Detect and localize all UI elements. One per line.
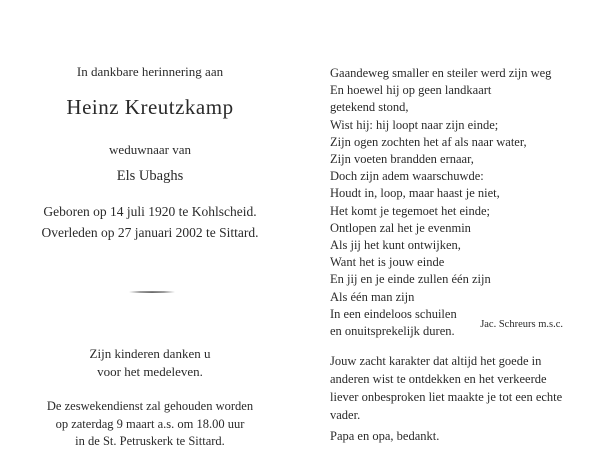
poem (330, 65, 590, 340)
poem-line: getekend stond, (330, 100, 409, 115)
poem-line: Zijn voeten brandden ernaar, (330, 152, 474, 167)
intro-text: In dankbare herinnering aan (76, 64, 224, 79)
poem-line: Als één man zijn (330, 289, 415, 304)
service-line: in de St. Petruskerk te Sittard. (75, 434, 225, 448)
thanks-line: Zijn kinderen danken u (89, 346, 211, 361)
thanks-text (0, 345, 300, 381)
birth-line: Geboren op 14 juli 1920 te Kohlscheid. (43, 204, 257, 219)
poem-line: En jij en je einde zullen één zijn (330, 272, 491, 287)
tribute-line: anderen wist te ontdekken en het verkeerde (330, 372, 547, 386)
poem-line: Houdt in, loop, maar haast je niet, (330, 186, 500, 201)
poem-line: Zijn ogen zochten het af als naar water, (330, 134, 527, 149)
poem-author: Jac. Schreurs m.s.c. (480, 319, 563, 330)
tribute-line: Jouw zacht karakter dat altijd het goede in (330, 354, 542, 368)
tribute-text (330, 352, 585, 424)
tribute-line: vader. (330, 408, 361, 422)
widower-of-text: weduwnaar van (109, 142, 191, 157)
poem-line: Het komt je tegemoet het einde; (330, 203, 491, 218)
right-panel (300, 0, 600, 472)
closing-text: Papa en opa, bedankt. (330, 429, 440, 443)
ornament-divider (129, 291, 175, 293)
service-announcement (0, 398, 300, 451)
poem-line: Als jij het kunt ontwijken, (330, 238, 461, 253)
poem-line: Doch zijn adem waarschuwde: (330, 169, 484, 184)
poem-line: Want het is jouw einde (330, 255, 445, 270)
poem-line: Ontlopen zal het je evenmin (330, 220, 471, 235)
poem-line: En hoewel hij op geen landkaart (330, 83, 492, 98)
service-line: op zaterdag 9 maart a.s. om 18.00 uur (55, 416, 245, 431)
thanks-line: voor het medeleven. (97, 364, 203, 379)
tribute-line: liever onbesproken liet maakte je tot een echte (330, 390, 563, 404)
service-line: De zeswekendienst zal gehouden worden (46, 399, 254, 413)
death-line: Overleden op 27 januari 2002 te Sittard. (41, 225, 259, 240)
poem-line: Wist hij: hij loopt naar zijn einde; (330, 117, 499, 132)
poem-line: In een eindeloos schuilen (330, 306, 457, 321)
deceased-name: Heinz Kreutzkamp (66, 95, 234, 119)
spouse-name: Els Ubaghs (116, 168, 184, 184)
poem-line: Gaandeweg smaller en steiler werd zijn weg (330, 66, 552, 80)
poem-line: en onuitsprekelijk duren. (330, 324, 455, 339)
